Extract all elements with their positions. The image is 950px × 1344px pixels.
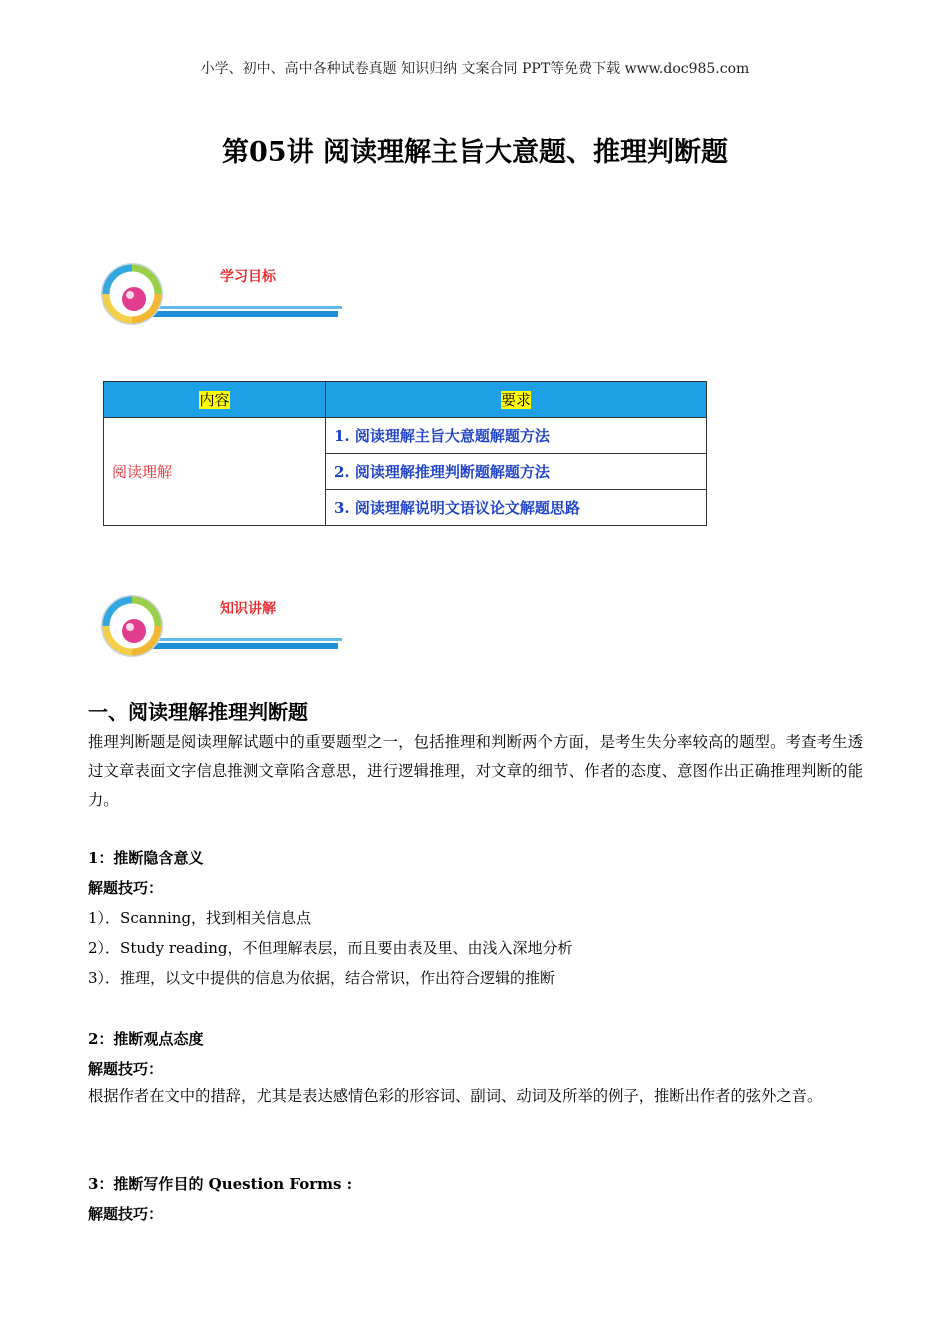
section-heading: 一、阅读理解推理判断题 (88, 700, 308, 724)
requirement-item: 2. 阅读理解推理判断题解题方法 (326, 454, 707, 490)
subsection-heading: 3：推断写作目的 Question Forms : (88, 1175, 353, 1193)
table-header-requirements: 要求 (326, 382, 707, 418)
subsection-heading: 1：推断隐含意义 (88, 849, 204, 867)
tips-label: 解题技巧： (88, 1060, 164, 1078)
table-header-content: 内容 (104, 382, 326, 418)
tips-label: 解题技巧： (88, 879, 164, 897)
tips-label: 解题技巧： (88, 1205, 164, 1223)
table-row (104, 418, 707, 454)
page-title: 第05讲 阅读理解主旨大意题、推理判断题 (222, 137, 728, 168)
section-badge-objectives (98, 262, 348, 332)
topic-cell: 阅读理解 (104, 418, 326, 526)
tip-item: 1）．Scanning，找到相关信息点 (88, 909, 312, 927)
badge-label: 知识讲解 (220, 601, 276, 617)
requirement-item: 1. 阅读理解主旨大意题解题方法 (326, 418, 707, 454)
table-header-row (104, 382, 707, 418)
badge-label: 学习目标 (220, 269, 276, 285)
requirement-item: 3. 阅读理解说明文语议论文解题思路 (326, 490, 707, 526)
subsection-heading: 2：推断观点态度 (88, 1030, 204, 1048)
section-badge-knowledge (98, 594, 348, 664)
page-header: 小学、初中、高中各种试卷真题 知识归纳 文案合同 PPT等免费下载 www.doc985.com (200, 61, 750, 77)
tip-text: 根据作者在文中的措辞，尤其是表达感情色彩的形容词、副词、动词及所举的例子，推断出作者的弦外之音。 (88, 1087, 823, 1105)
requirements-table (103, 381, 707, 526)
section-intro: 推理判断题是阅读理解试题中的重要题型之一，包括推理和判断两个方面，是考生失分率较高的题型。考查考生透过文章表面文字信息推测文章陷含意思，进行逻辑推理，对文章的细节、作者的态度、意图作出正确推理判断的能力。 (88, 733, 863, 809)
tip-item: 3）．推理，以文中提供的信息为依据，结合常识，作出符合逻辑的推断 (88, 969, 556, 987)
tip-item: 2）．Study reading，不但理解表层，而且要由表及里、由浅入深地分析 (88, 939, 573, 957)
